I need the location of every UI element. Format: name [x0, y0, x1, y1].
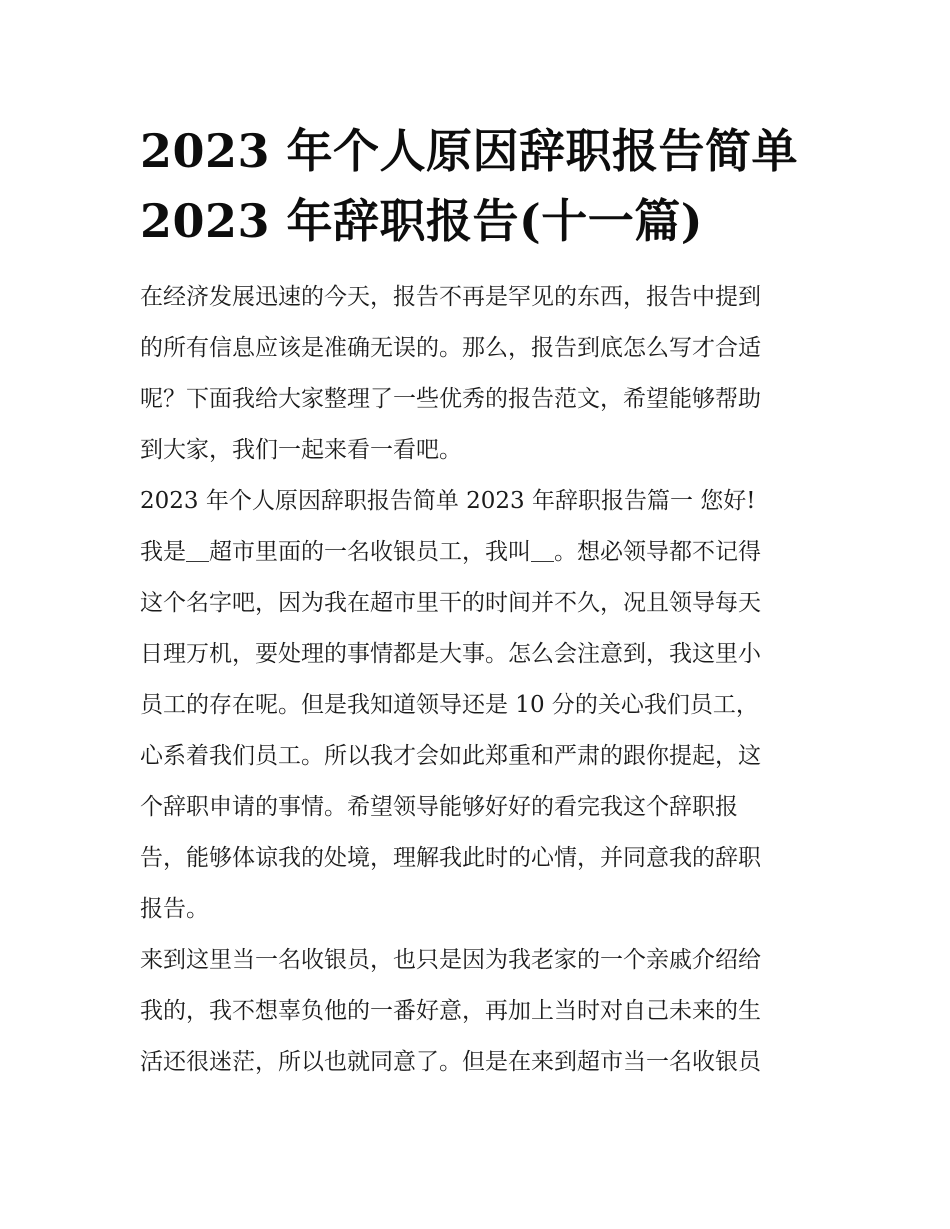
text-line: 在经济发展迅速的今天，报告不再是罕见的东西，报告中提到: [140, 284, 761, 310]
paragraph-intro: [140, 272, 812, 476]
paragraph-reason: [140, 935, 812, 1088]
text-line: 员工的存在呢。但是我知道领导还是 10 分的关心我们员工，: [140, 692, 759, 718]
text-line: 日理万机，要处理的事情都是大事。怎么会注意到，我这里小: [140, 641, 761, 667]
paragraph-letter: [140, 527, 812, 935]
document-title: [140, 116, 812, 256]
text-line: 呢？下面我给大家整理了一些优秀的报告范文，希望能够帮助: [140, 386, 761, 412]
text-line: 我的，我不想辜负他的一番好意，再加上当时对自己未来的生: [140, 998, 761, 1024]
text-line: 来到这里当一名收银员，也只是因为我老家的一个亲戚介绍给: [140, 947, 761, 973]
text-line: 告，能够体谅我的处境，理解我此时的心情，并同意我的辞职: [140, 845, 761, 871]
document-body: [140, 272, 812, 1088]
text-line: 个辞职申请的事情。希望领导能够好好的看完我这个辞职报: [140, 794, 738, 820]
text-line: 我是＿超市里面的一名收银员工，我叫＿。想必领导都不记得: [140, 539, 761, 565]
text-line: 的所有信息应该是准确无误的。那么，报告到底怎么写才合适: [140, 335, 761, 361]
document-page: [140, 116, 812, 1088]
title-line: 2023 年个人原因辞职报告简单: [140, 124, 799, 178]
paragraph-heading: [140, 476, 812, 527]
text-line: 到大家，我们一起来看一看吧。: [140, 437, 462, 463]
text-line: 2023 年个人原因辞职报告简单 2023 年辞职报告篇一 您好!: [140, 488, 756, 514]
text-line: 报告。: [140, 896, 209, 922]
text-line: 心系着我们员工。所以我才会如此郑重和严肃的跟你提起，这: [140, 743, 761, 769]
title-line: 2023 年辞职报告(十一篇): [140, 194, 704, 248]
text-line: 活还很迷茫，所以也就同意了。但是在来到超市当一名收银员: [140, 1049, 761, 1075]
text-line: 这个名字吧，因为我在超市里干的时间并不久，况且领导每天: [140, 590, 761, 616]
